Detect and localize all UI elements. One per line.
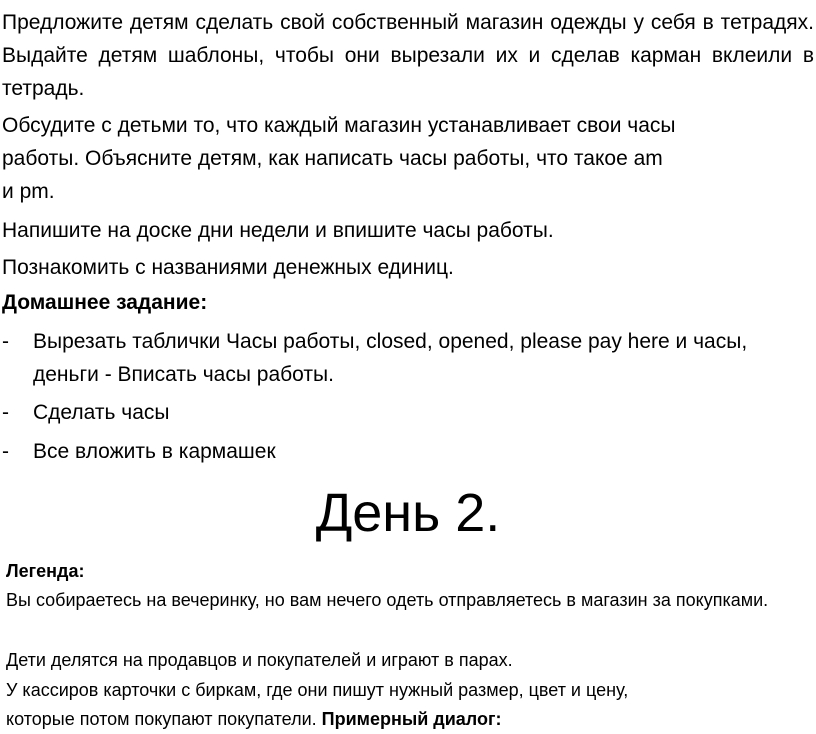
legend-paragraph-3-line-2	[6, 704, 814, 734]
legend-heading: Легенда:	[6, 561, 85, 581]
homework-item	[2, 435, 816, 468]
intro-paragraph: Предложите детям сделать свой собственный магазин одежды у себя в тетрадях. Выдайте детям шаблоны, чтобы они вырезали их и сделав карман вклеили в тетрадь.	[2, 11, 814, 100]
dialog-label: Примерный диалог:	[321, 709, 502, 729]
homework-item-text: Вырезать таблички Часы работы, closed, opened, please pay here и часы, деньги - Вписать часы работы.	[33, 330, 748, 386]
discuss-line-3: и pm.	[2, 180, 55, 203]
list-dash: -	[2, 440, 9, 463]
homework-item-text: Все вложить в кармашек	[33, 440, 276, 463]
board-instruction: Напишите на доске дни недели и впишите часы работы.	[2, 219, 554, 242]
discuss-line-2: работы. Объясните детям, как написать часы работы, что такое am	[2, 147, 663, 170]
legend-paragraph-3-line-1: У кассиров карточки с биркам, где они пишут нужный размер, цвет и цену,	[6, 680, 629, 700]
legend-paragraph-3-text: которые потом покупают покупатели.	[6, 709, 317, 729]
legend-paragraph-2: Дети делятся на продавцов и покупателей и играют в парах.	[6, 650, 513, 670]
homework-item	[2, 325, 816, 391]
currency-instruction: Познакомить с названиями денежных единиц.	[2, 256, 454, 279]
list-dash: -	[2, 330, 9, 353]
discuss-line-1: Обсудите с детьми то, что каждый магазин устанавливает свои часы	[2, 114, 676, 137]
homework-heading: Домашнее задание:	[2, 291, 208, 314]
homework-item-text: Сделать часы	[33, 401, 170, 424]
homework-item	[2, 396, 816, 429]
list-dash: -	[2, 401, 9, 424]
legend-paragraph-1: Вы собираетесь на вечеринку, но вам нечего одеть отправляетесь в магазин за покупками.	[6, 590, 769, 610]
day-title: День 2.	[315, 483, 501, 543]
